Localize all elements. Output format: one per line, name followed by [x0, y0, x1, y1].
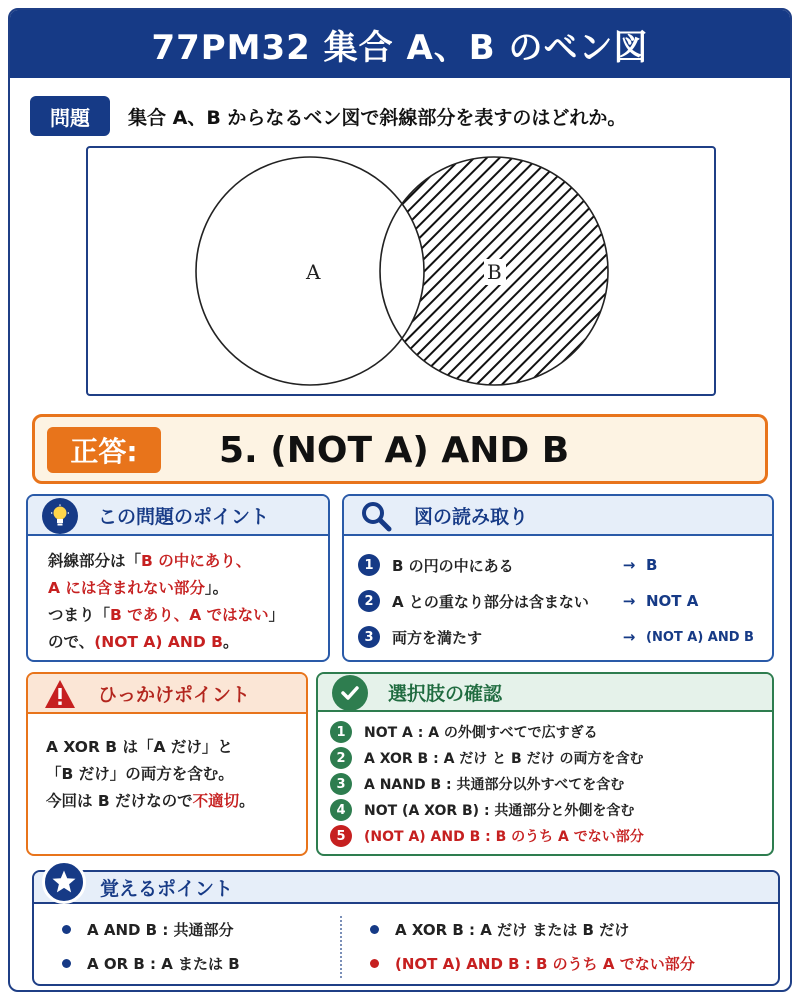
choice-item [330, 772, 760, 796]
point-text: 」 [268, 606, 285, 624]
trap-text: 今回は B だけなので [46, 792, 193, 810]
choice-text: NOT (A XOR B) : 共通部分と外側を含む [364, 803, 635, 819]
choice-item-correct [330, 824, 760, 848]
number-badge: 1 [358, 554, 380, 576]
choice-text: A XOR B : A だけ と B だけ の両方を含む [364, 751, 644, 767]
trap-panel-body [46, 734, 298, 815]
number-badge: 1 [330, 721, 352, 743]
question-badge: 問題 [30, 96, 110, 136]
number-badge: 4 [330, 799, 352, 821]
warning-icon [42, 676, 78, 712]
choices-panel [316, 672, 774, 856]
reading-result: NOT A [646, 592, 699, 610]
point-panel-body [48, 548, 318, 656]
point-panel-title: この問題のポイント [98, 505, 270, 528]
point-text: ので、 [48, 633, 95, 651]
memo-text: A AND B : 共通部分 [87, 920, 234, 939]
label-a: A [306, 260, 321, 284]
number-badge: 3 [330, 773, 352, 795]
trap-text: A XOR B は「A だけ」と [46, 738, 233, 756]
memo-panel-title: 覚えるポイント [100, 877, 234, 900]
choice-text: (NOT A) AND B : B のうち A でない部分 [364, 829, 644, 845]
memo-item [62, 950, 240, 976]
arrow-icon: → [622, 628, 636, 646]
reading-panel-title: 図の読み取り [414, 505, 529, 528]
label-b: B [487, 260, 502, 284]
page-title: 77PM32 集合 A、B のベン図 [10, 10, 790, 78]
shaded-region-b-only [88, 148, 714, 394]
memo-text: A XOR B : A だけ または B だけ [395, 920, 630, 939]
point-text: 。 [222, 633, 239, 651]
trap-panel-title: ひっかけポイント [98, 683, 251, 706]
reading-row [358, 622, 774, 652]
reading-result: B [646, 556, 658, 574]
trap-highlight: 不適切 [192, 792, 240, 810]
reading-text: 両方を満たす [392, 628, 483, 647]
page-frame [8, 8, 792, 992]
memo-item [370, 916, 629, 942]
point-panel [26, 494, 330, 662]
trap-text: 。 [239, 792, 255, 810]
reading-row [358, 550, 774, 580]
choice-item [330, 720, 760, 744]
number-badge: 2 [358, 590, 380, 612]
number-badge: 3 [358, 626, 380, 648]
point-text: 」。 [204, 579, 229, 597]
choices-panel-title: 選択肢の確認 [388, 682, 503, 705]
memo-text: (NOT A) AND B : B のうち A でない部分 [395, 954, 695, 973]
choice-text: NOT A : A の外側すべてで広すぎる [364, 725, 598, 741]
answer-text: 5. (NOT A) AND B [219, 429, 570, 471]
arrow-icon: → [622, 592, 636, 610]
reading-text: A との重なり部分は含まない [392, 592, 589, 611]
bullet-dot [370, 959, 379, 968]
point-text: 斜線部分は「 [48, 552, 142, 570]
venn-diagram [88, 148, 714, 394]
question-text: 集合 A、B からなるベン図で斜線部分を表すのはどれか。 [128, 106, 627, 129]
venn-diagram-box [86, 146, 716, 396]
point-text: つまり「 [48, 606, 111, 624]
choice-item [330, 798, 760, 822]
memo-item-highlight [370, 950, 695, 976]
reading-row [358, 586, 774, 616]
answer-badge: 正答: [47, 427, 161, 473]
point-highlight: (NOT A) AND B [94, 633, 223, 651]
point-highlight: B であり、A ではない [110, 606, 269, 624]
point-highlight: A には含まれない部分 [48, 579, 205, 597]
star-icon [42, 860, 86, 904]
arrow-icon: → [622, 556, 636, 574]
check-icon [332, 675, 368, 711]
memo-panel [32, 870, 780, 986]
reading-result: (NOT A) AND B [646, 629, 754, 645]
bullet-dot [62, 925, 71, 934]
lightbulb-icon [42, 498, 78, 534]
point-highlight: B の中にあり、 [141, 552, 252, 570]
reading-text: B の円の中にある [392, 556, 514, 575]
trap-panel [26, 672, 308, 856]
memo-item [62, 916, 234, 942]
number-badge: 2 [330, 747, 352, 769]
choice-item [330, 746, 760, 770]
trap-text: 「B だけ」の両方を含む。 [46, 765, 234, 783]
answer-box [32, 414, 768, 484]
reading-panel [342, 494, 774, 662]
choice-text: A NAND B : 共通部分以外すべてを含む [364, 777, 625, 793]
bullet-dot [62, 959, 71, 968]
memo-text: A OR B : A または B [87, 954, 240, 973]
memo-divider [340, 916, 342, 978]
number-badge: 5 [330, 825, 352, 847]
search-icon [358, 498, 394, 534]
bullet-dot [370, 925, 379, 934]
